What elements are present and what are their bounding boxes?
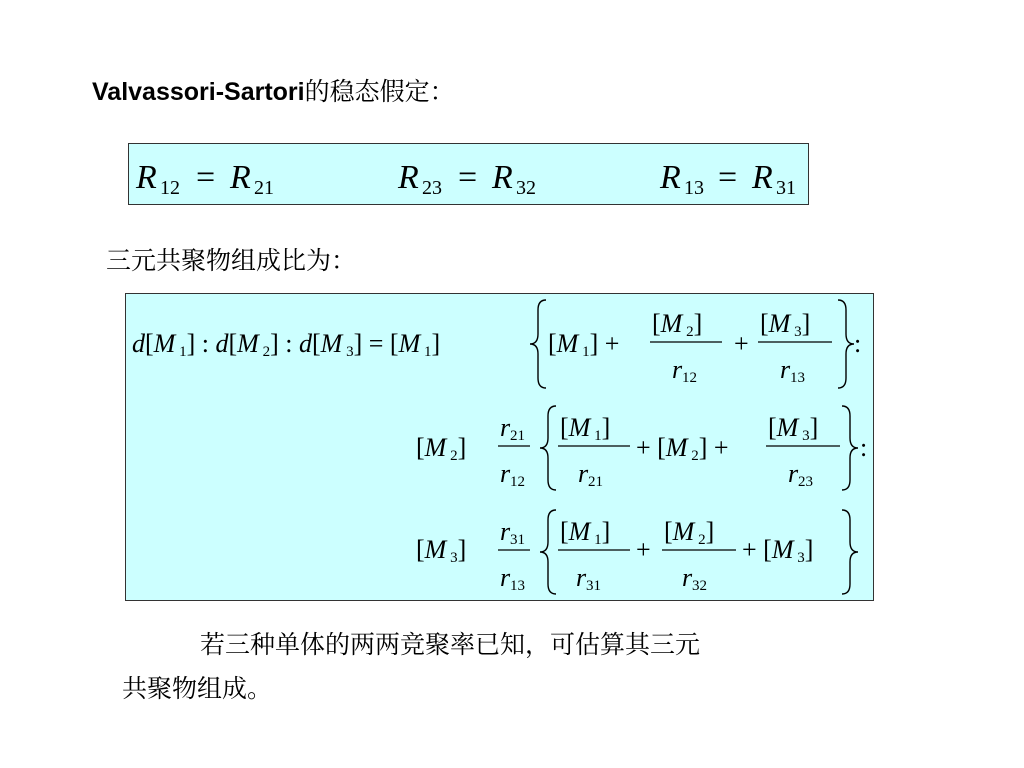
svg-text:23: 23 bbox=[798, 474, 813, 490]
svg-text:+ [M 3]: + [M 3] bbox=[742, 535, 814, 566]
svg-text:r: r bbox=[500, 563, 511, 592]
conclusion-line-1: 若三种单体的两两竞聚率已知，可估算其三元 bbox=[200, 630, 701, 659]
svg-text:32: 32 bbox=[516, 177, 536, 199]
svg-text:R: R bbox=[136, 159, 157, 196]
composition-label: 三元共聚物组成比为： bbox=[106, 246, 357, 275]
svg-text:r: r bbox=[500, 459, 511, 488]
equation-row-3 bbox=[416, 517, 813, 594]
svg-text::: : bbox=[860, 433, 868, 462]
equation-r13-r31 bbox=[659, 159, 796, 199]
svg-text:[M 3]: [M 3] bbox=[760, 309, 811, 340]
svg-text:12: 12 bbox=[160, 177, 180, 199]
svg-text:R: R bbox=[660, 159, 681, 196]
svg-text:[M 1]: [M 1] bbox=[560, 517, 611, 548]
svg-text:[M 2]: [M 2] bbox=[652, 309, 703, 340]
svg-text:12: 12 bbox=[682, 370, 697, 386]
svg-text:13: 13 bbox=[684, 177, 704, 199]
svg-text:r: r bbox=[500, 413, 511, 442]
svg-text:+: + bbox=[636, 535, 651, 564]
svg-text:d[M 1] : d[M 2] : d[M 3] = [M: d[M 1] : d[M 2] : d[M 3] = [M 1] bbox=[132, 329, 441, 360]
svg-text:23: 23 bbox=[422, 177, 442, 199]
svg-text:r: r bbox=[578, 459, 589, 488]
svg-text:=: = bbox=[718, 159, 738, 196]
svg-text:13: 13 bbox=[790, 370, 805, 386]
svg-text:R: R bbox=[398, 159, 419, 196]
svg-text:[M 2]: [M 2] bbox=[664, 517, 715, 548]
equation-row-2 bbox=[416, 413, 867, 490]
svg-text:+: + bbox=[734, 329, 749, 358]
svg-text:R: R bbox=[492, 159, 513, 196]
svg-text:31: 31 bbox=[776, 177, 796, 199]
equation-row-1 bbox=[132, 309, 861, 386]
svg-text:21: 21 bbox=[254, 177, 274, 199]
svg-text:r: r bbox=[500, 517, 511, 546]
svg-text:31: 31 bbox=[586, 578, 601, 594]
svg-text:r: r bbox=[672, 355, 683, 384]
svg-text:21: 21 bbox=[588, 474, 603, 490]
composition-equation bbox=[132, 300, 867, 594]
steady-state-equations bbox=[135, 159, 796, 199]
svg-text:[M 3]: [M 3] bbox=[768, 413, 819, 444]
svg-text:[M 1] +: [M 1] + bbox=[548, 329, 620, 360]
equation-r23-r32 bbox=[397, 159, 536, 199]
svg-text:31: 31 bbox=[510, 532, 525, 548]
svg-text:32: 32 bbox=[692, 578, 707, 594]
conclusion-line-2: 共聚物组成。 bbox=[122, 674, 273, 703]
svg-text:r: r bbox=[576, 563, 587, 592]
svg-text:13: 13 bbox=[510, 578, 525, 594]
svg-text:21: 21 bbox=[510, 428, 525, 444]
svg-text:r: r bbox=[780, 355, 791, 384]
svg-text:R: R bbox=[230, 159, 251, 196]
heading-model-name: Valvassori-Sartori bbox=[92, 78, 305, 106]
svg-text:r: r bbox=[682, 563, 693, 592]
equation-r12-r21 bbox=[135, 159, 274, 199]
svg-text::: : bbox=[854, 329, 862, 358]
svg-text:=: = bbox=[458, 159, 478, 196]
svg-text:12: 12 bbox=[510, 474, 525, 490]
svg-text:[M 3]: [M 3] bbox=[416, 535, 467, 566]
heading-suffix: 的稳态假定： bbox=[304, 77, 455, 106]
svg-text:=: = bbox=[196, 159, 216, 196]
svg-text:r: r bbox=[788, 459, 799, 488]
svg-text:[M 2]: [M 2] bbox=[416, 433, 467, 464]
svg-text:+ [M 2] +: + [M 2] + bbox=[636, 433, 729, 464]
svg-text:[M 1]: [M 1] bbox=[560, 413, 611, 444]
svg-text:R: R bbox=[752, 159, 773, 196]
